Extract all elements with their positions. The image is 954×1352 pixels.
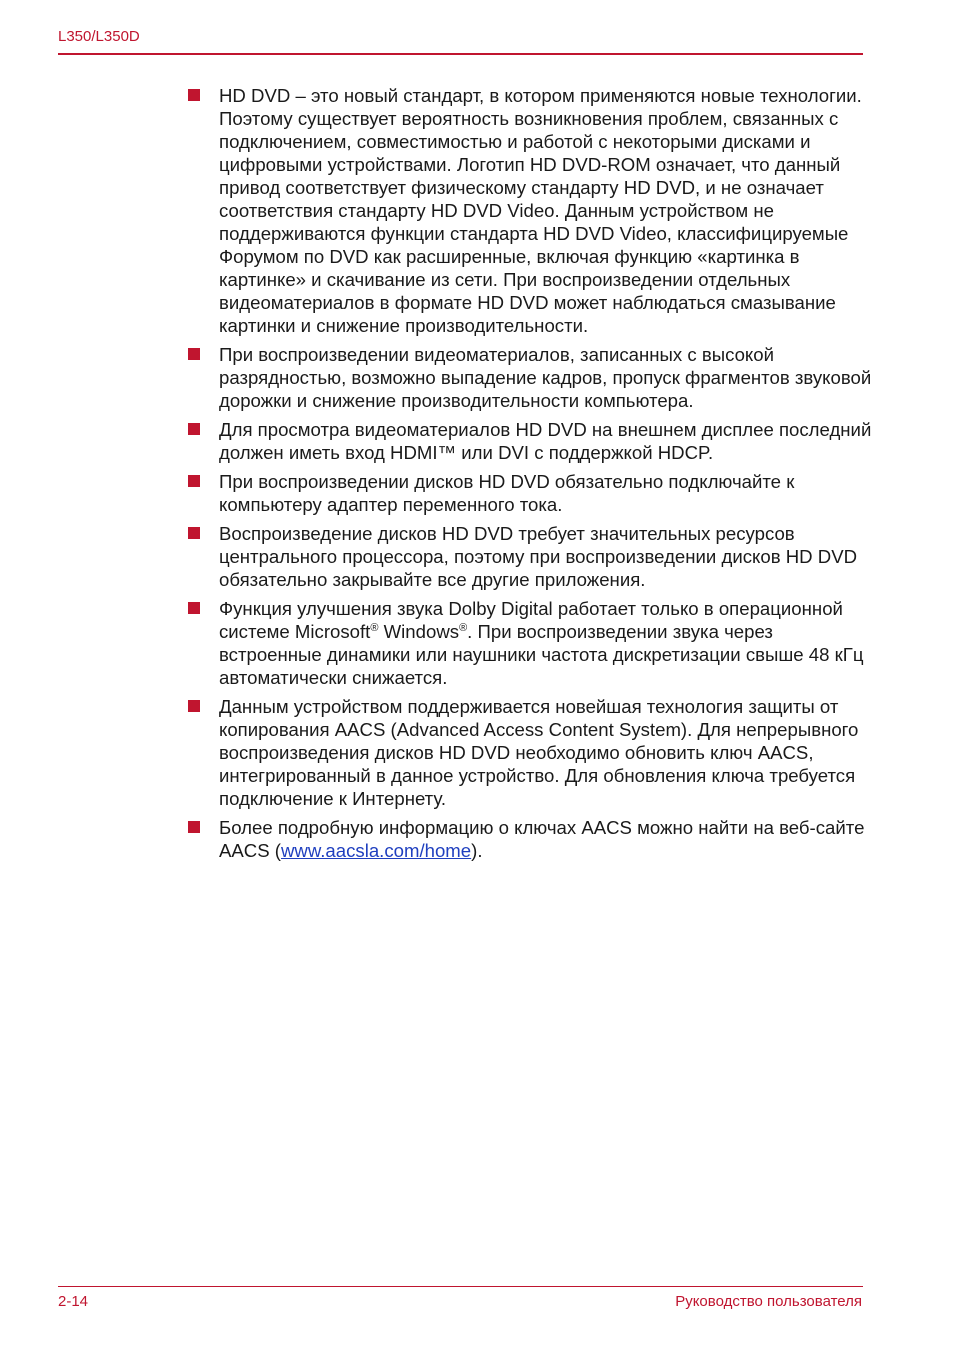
list-item [186,343,876,412]
text-part: ). [471,840,483,861]
bullet-square-icon [188,475,200,487]
footer-divider [58,1286,863,1287]
list-item [186,470,876,516]
manual-title: Руководство пользователя [675,1293,862,1310]
list-item [186,522,876,591]
notes-list [186,84,876,862]
aacs-website-link[interactable]: www.aacsla.com/home [281,840,472,861]
list-item-text: При воспроизведении видеоматериалов, записанных с высокой разрядностью, возможно выпадение кадров, пропуск фрагментов звуковой дорожки и снижение производительности компьютера. [219,344,872,411]
list-item-text: При воспроизведении дисков HD DVD обязательно подключайте к компьютеру адаптер переменного тока. [219,471,795,515]
list-item-text: Для просмотра видеоматериалов HD DVD на внешнем дисплее последний должен иметь вход HDMI™ или DVI с поддержкой HDCP. [219,419,872,463]
bullet-square-icon [188,348,200,360]
list-item-text: Воспроизведение дисков HD DVD требует значительных ресурсов центрального процессора, поэтому при воспроизведении дисков HD DVD обязательно закрывайте все другие приложения. [219,523,858,590]
bullet-square-icon [188,89,200,101]
list-item [186,695,876,810]
text-part: . При воспроизведении звука через встроенные динамики или наушники частота дискретизации свыше 48 кГц автоматически снижается. [219,621,864,688]
list-item [186,816,876,862]
registered-mark: ® [370,622,379,634]
text-part: Windows [378,621,460,642]
text-part: Более подробную информацию о ключах AACS можно найти на веб-сайте AACS ( [219,817,865,861]
list-item-text: Данным устройством поддерживается новейшая технология защиты от копирования AACS (Advanced Access Content System). Для непрерывного воспроизведения дисков HD DVD необходимо обновить ключ AACS, интегрированный в данное устройство. Для обновления ключа требуется подключение к Интернету. [219,696,859,809]
main-content [186,84,876,868]
page-number: 2-14 [58,1293,89,1310]
header-divider [58,53,863,55]
list-item [186,597,876,689]
bullet-square-icon [188,423,200,435]
header-model-title: L350/L350D [58,28,140,45]
registered-mark: ® [459,622,468,634]
text-part: Функция улучшения звука Dolby Digital работает только в операционной системе Microsoft [219,598,843,642]
list-item-text: HD DVD – это новый стандарт, в котором применяются новые технологии. Поэтому существует вероятность возникновения проблем, связанных с подключением, совместимостью и работой с некоторыми дисками и цифровыми устройствами. Логотип HD DVD-ROM означает, что данный привод соответствует физическому стандарту HD DVD, и не означает соответствия стандарту HD DVD Video. Данным устройством не поддерживаются функции стандарта HD DVD Video, классифицируемые Форумом по DVD как расширенные, включая функцию «картинка в картинке» и скачивание из сети. При воспроизведении отдельных видеоматериалов в формате HD DVD может наблюдаться смазывание картинки и снижение производительности. [219,85,862,336]
bullet-square-icon [188,602,200,614]
list-item [186,84,876,337]
bullet-square-icon [188,821,200,833]
list-item-text [219,597,876,689]
bullet-square-icon [188,527,200,539]
list-item-text [219,816,876,862]
list-item [186,418,876,464]
bullet-square-icon [188,700,200,712]
